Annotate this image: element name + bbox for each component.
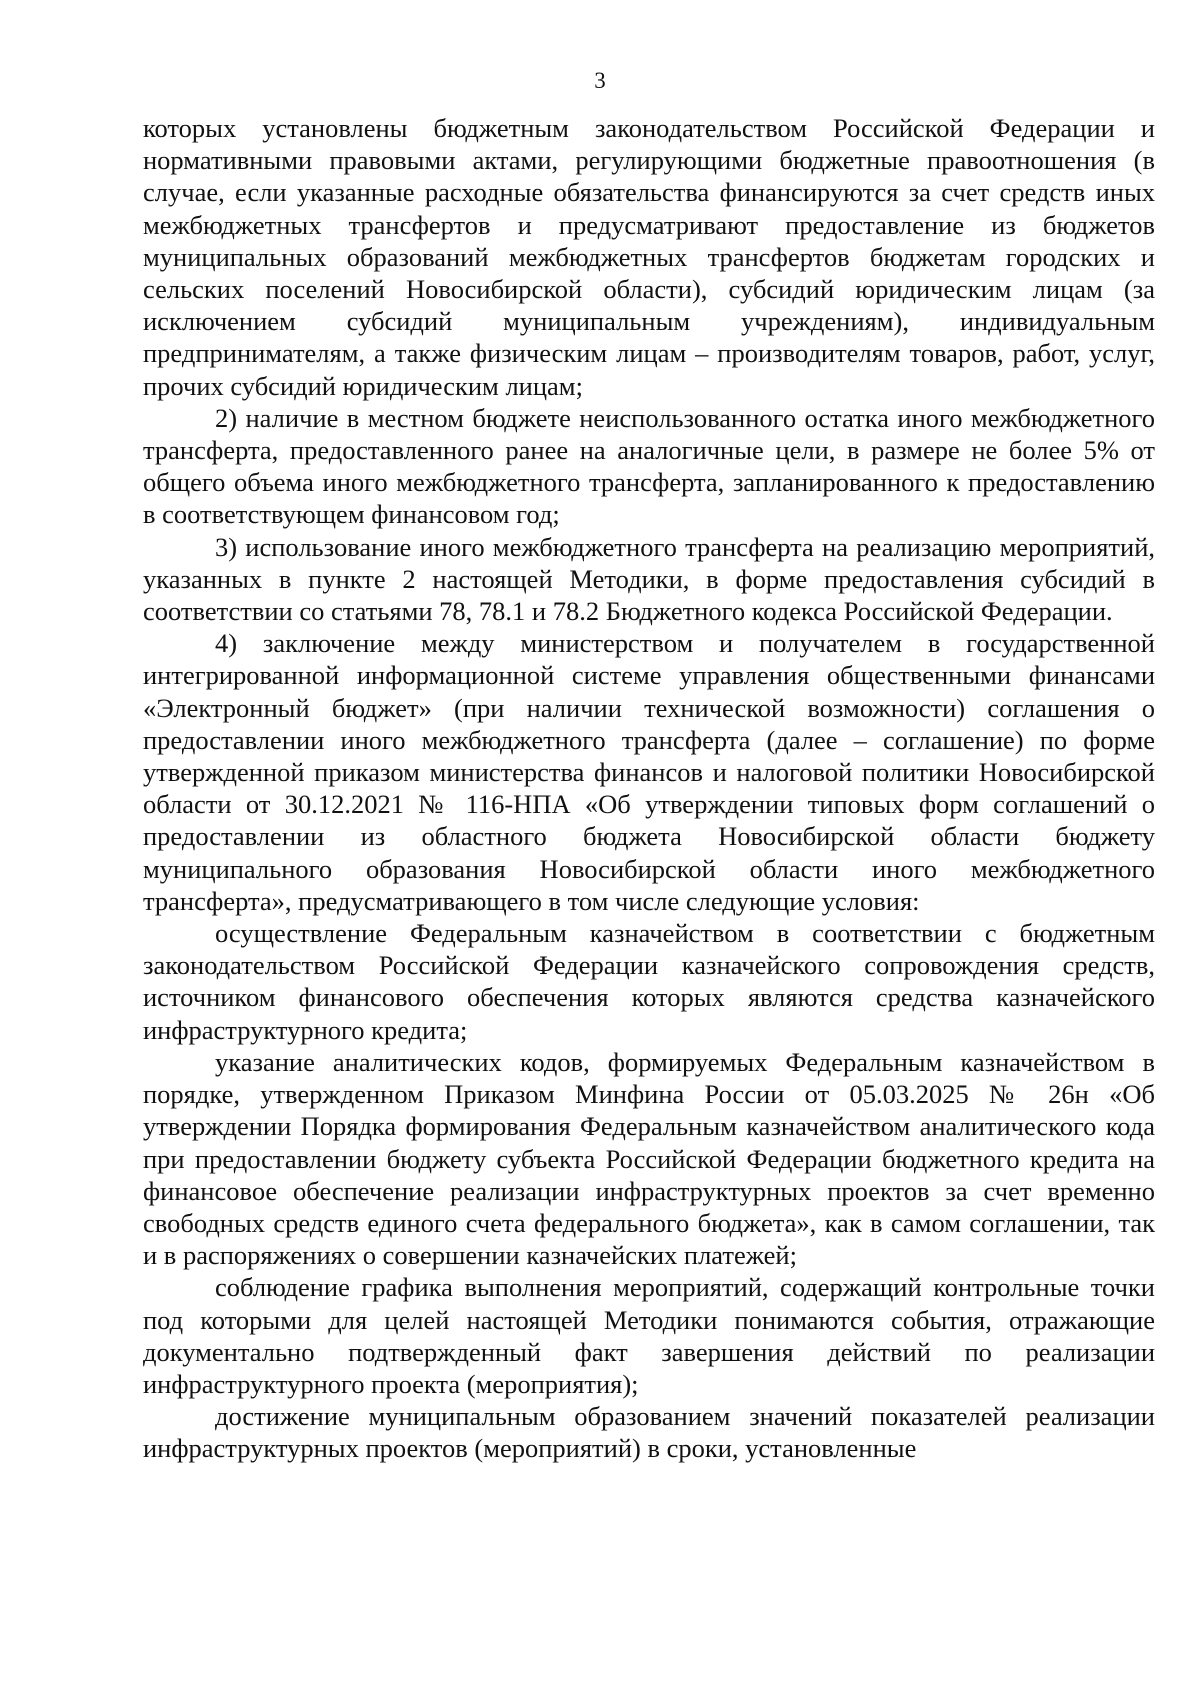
paragraph-item-4: 4) заключение между министерством и получателем в государственной интегрированной информационной системе управления общественными финансами «Электронный бюджет» (при наличии технической возможности) соглашения о предоставлении иного межбюджетного трансферта (далее – соглашение) по форме утвержденной приказом министерства финансов и налоговой политики Новосибирской области от 30.12.2021 № 116-НПА «Об утверждении типовых форм соглашений о предоставлении из областного бюджета Новосибирской области бюджету муниципального образования Новосибирской области иного межбюджетного трансферта», предусматривающего в том числе следующие условия: xyxy=(143,628,1155,916)
paragraph-item-3: 3) использование иного межбюджетного трансферта на реализацию мероприятий, указанных в пункте 2 настоящей Методики, в форме предоставления субсидий в соответствии со статьями 78, 78.1 и 78.2 Бюджетного кодекса Российской Федерации. xyxy=(143,531,1155,627)
paragraph-condition-schedule: соблюдение графика выполнения мероприятий, содержащий контрольные точки под которыми для целей настоящей Методики понимаются события, отражающие документально подтвержденный факт завершения действий по реализации инфраструктурного проекта (мероприятия); xyxy=(143,1272,1155,1399)
page-number: 3 xyxy=(594,68,606,93)
paragraph-continuation: которых установлены бюджетным законодательством Российской Федерации и нормативными правовыми актами, регулирующими бюджетные правоотношения (в случае, если указанные расходные обязательства финансируются за счет средств иных межбюджетных трансфертов и предусматривают предоставление из бюджетов муниципальных образований межбюджетных трансфертов бюджетам городских и сельских поселений Новосибирской области), субсидий юридическим лицам (за исключением субсидий муниципальным учреждениям), индивидуальным предпринимателям, а также физическим лицам – производителям товаров, работ, услуг, прочих субсидий юридическим лицам; xyxy=(143,113,1155,401)
paragraph-condition-analytic-codes: указание аналитических кодов, формируемых Федеральным казначейством в порядке, утвержденном Приказом Минфина России от 05.03.2025 № 26н «Об утверждении Порядка формирования Федеральным казначейством аналитического кода при предоставлении бюджету субъекта Российской Федерации бюджетного кредита на финансовое обеспечение реализации инфраструктурных проектов за счет временно свободных средств единого счета федерального бюджета», как в самом соглашении, так и в распоряжениях о совершении казначейских платежей; xyxy=(143,1046,1155,1271)
document-body xyxy=(143,112,1155,1465)
paragraph-item-2: 2) наличие в местном бюджете неиспользованного остатка иного межбюджетного трансферта, предоставленного ранее на аналогичные цели, в размере не более 5% от общего объема иного межбюджетного трансферта, запланированного к предоставлению в соответствующем финансовом год; xyxy=(143,402,1155,530)
paragraph-condition-indicators: достижение муниципальным образованием значений показателей реализации инфраструктурных проектов (мероприятий) в сроки, установленные xyxy=(143,1401,1155,1464)
paragraph-condition-treasury-support: осуществление Федеральным казначейством в соответствии с бюджетным законодательством Российской Федерации казначейского сопровождения средств, источником финансового обеспечения которых являются средства казначейского инфраструктурного кредита; xyxy=(143,918,1155,1045)
